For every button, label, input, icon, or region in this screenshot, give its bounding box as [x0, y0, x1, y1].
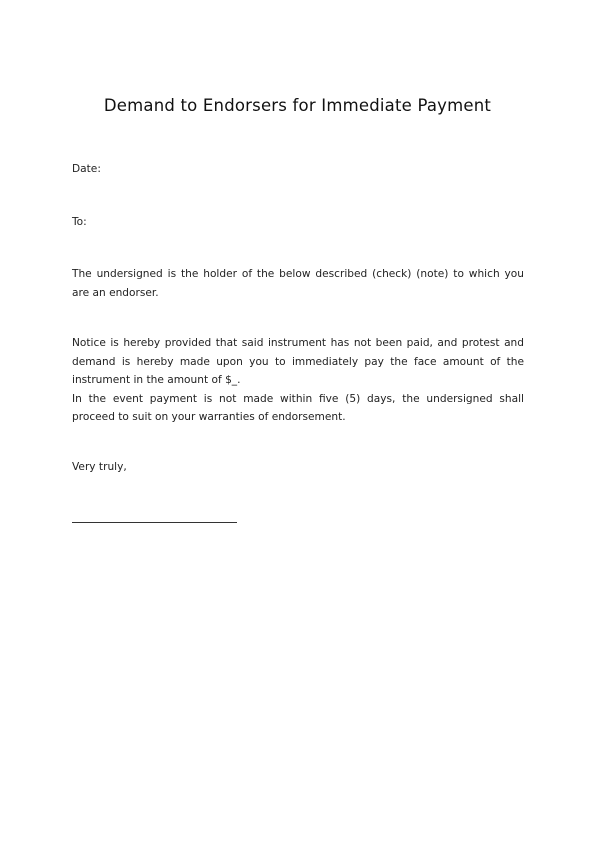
signature-line — [72, 522, 237, 523]
date-label: Date: — [72, 163, 101, 175]
notice-suit-text: In the event payment is not made within five (5) days, the undersigned shall proceed to suit on your warranties of endorsement. — [72, 392, 524, 423]
notice-demand-text: Notice is hereby provided that said instrument has not been paid, and protest and demand is hereby made upon you to immediately pay the face amount of the instrument in the amount of $_. — [72, 337, 524, 386]
document-title: Demand to Endorsers for Immediate Payment — [103, 96, 492, 115]
notice-paragraph — [72, 334, 524, 427]
closing-salutation: Very truly, — [72, 461, 127, 473]
holder-statement-paragraph: The undersigned is the holder of the below described (check) (note) to which you are an endorser. — [72, 268, 524, 299]
recipient-label: To: — [72, 216, 87, 228]
